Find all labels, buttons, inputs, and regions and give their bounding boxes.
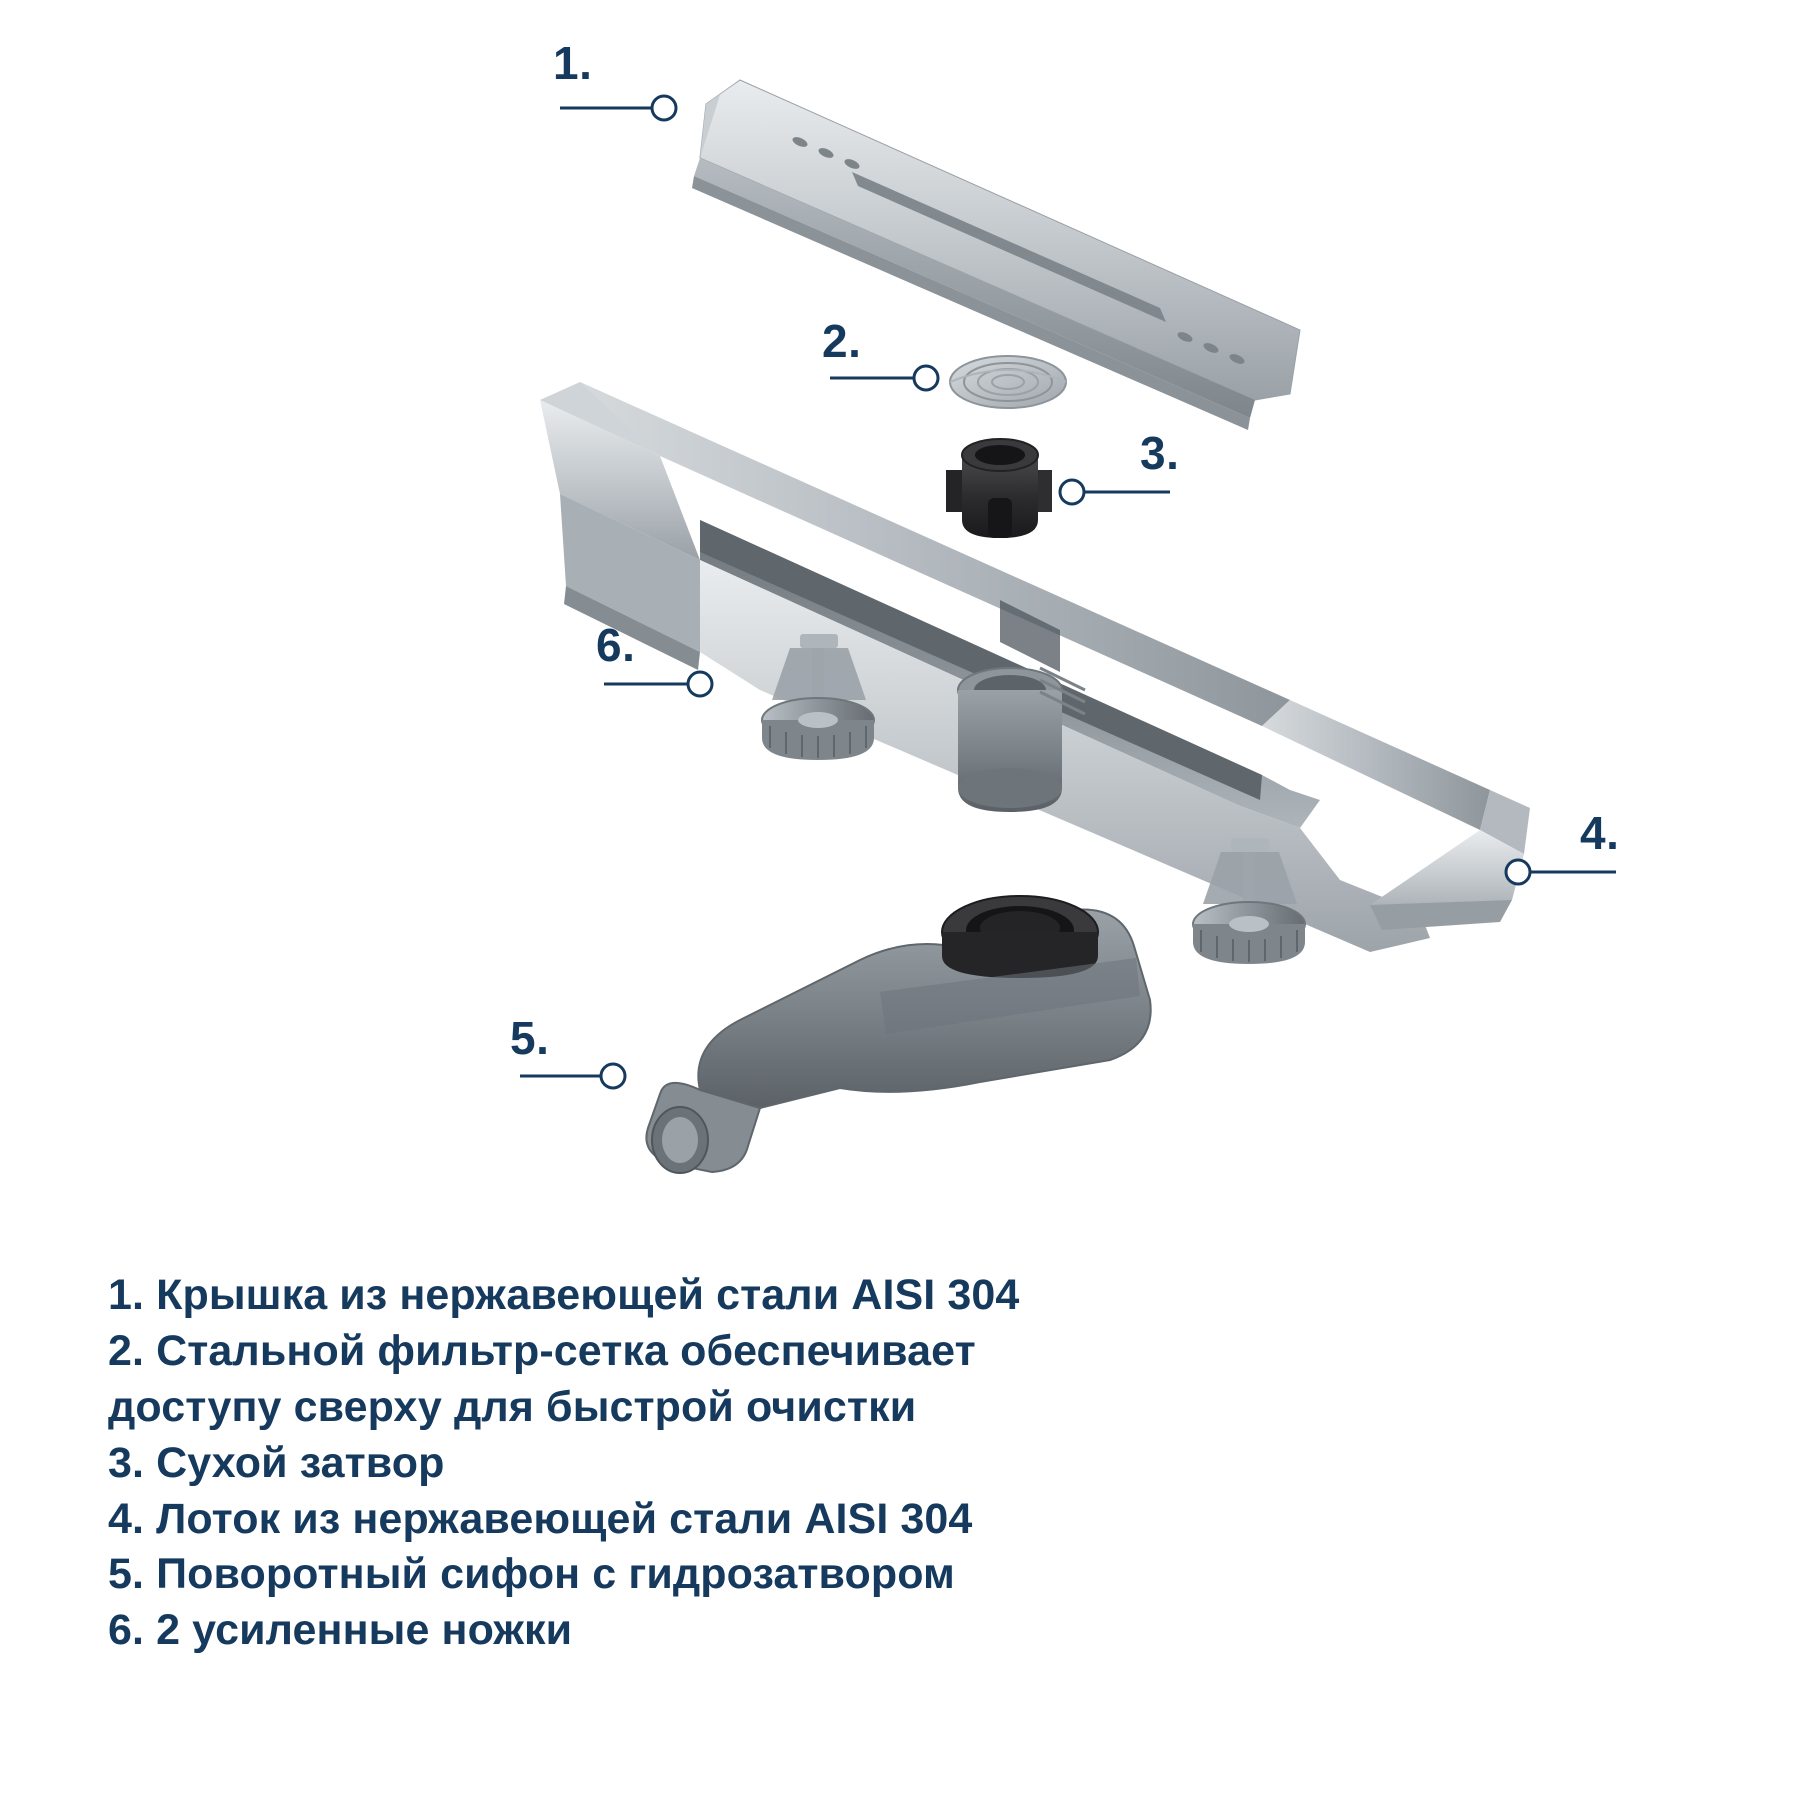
- part-rotating-siphon: [646, 896, 1150, 1173]
- callout-label-3: 3.: [1140, 427, 1180, 479]
- part-mesh-filter: [950, 356, 1066, 408]
- callout-label-1: 1.: [553, 37, 593, 89]
- callout-label-2: 2.: [822, 315, 862, 367]
- part-dry-trap: [946, 439, 1052, 538]
- legend-item: 2. Стальной фильтр-сетка обеспечивает: [108, 1326, 976, 1375]
- callout-label-6: 6.: [596, 619, 636, 671]
- legend-item: 3. Сухой затвор: [108, 1438, 445, 1487]
- legend-item: 4. Лоток из нержавеющей стали AISI 304: [108, 1494, 973, 1543]
- callout-label-4: 4.: [1580, 807, 1620, 859]
- legend-list: [108, 1268, 1408, 1659]
- callout-label-5: 5.: [510, 1012, 550, 1064]
- legend-item-continuation: доступу сверху для быстрой очистки: [108, 1382, 917, 1431]
- legend-item: 1. Крышка из нержавеющей стали AISI 304: [108, 1271, 1020, 1319]
- legend-item: 5. Поворотный сифон с гидрозатвором: [108, 1550, 955, 1599]
- legend-item: 6. 2 усиленные ножки: [108, 1606, 573, 1655]
